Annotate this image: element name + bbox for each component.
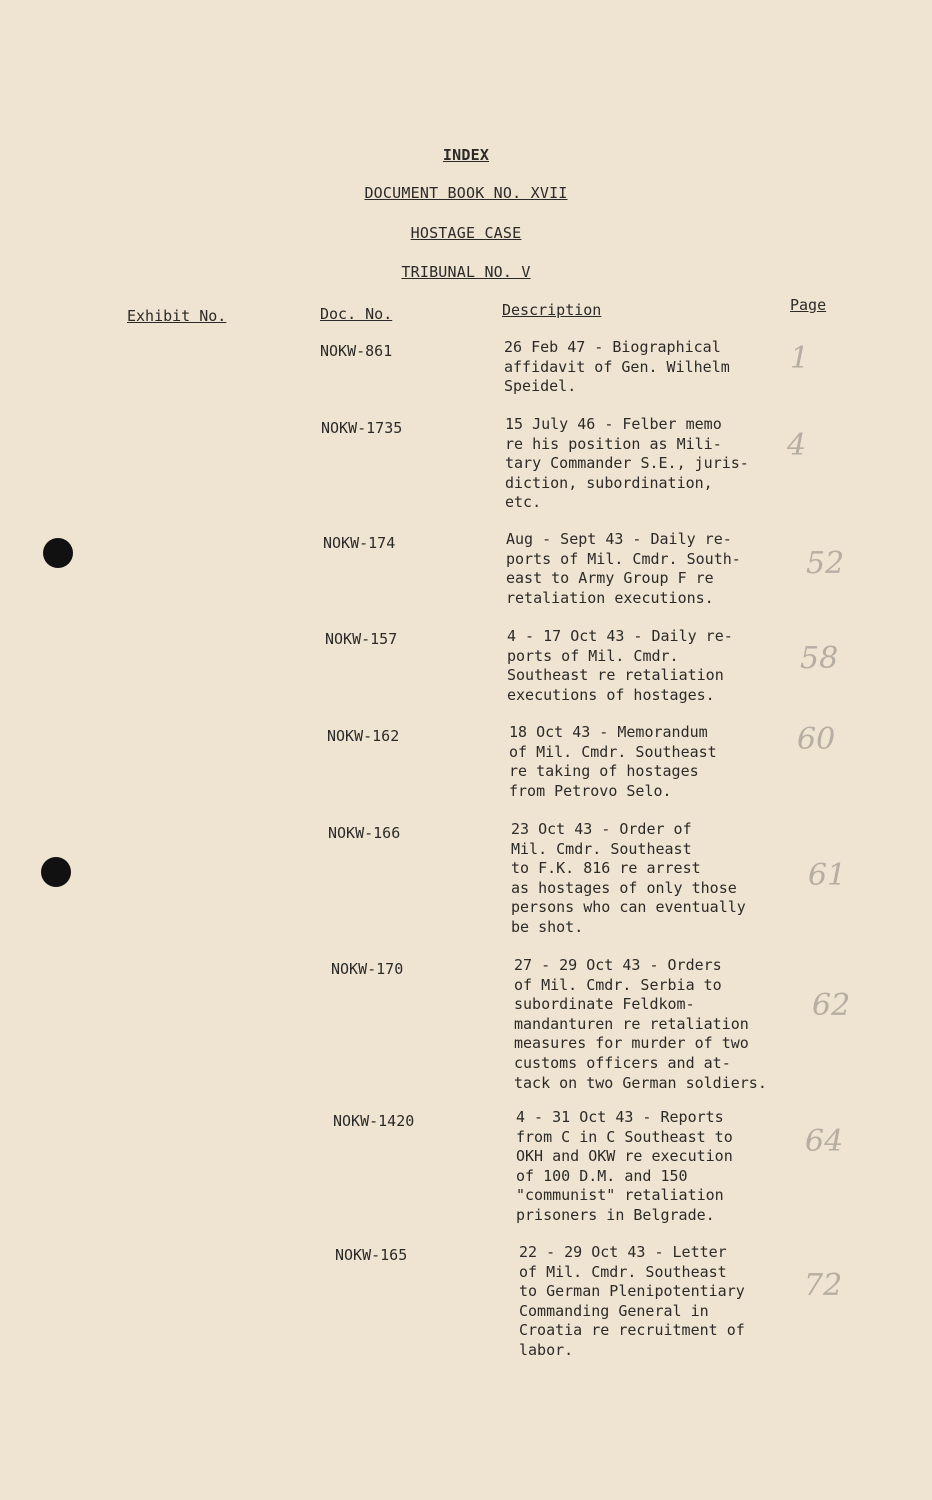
doc-number: NOKW-170	[331, 960, 404, 978]
index-title: INDEX	[442, 146, 490, 164]
doc-number: NOKW-157	[325, 630, 398, 648]
tribunal-title: TRIBUNAL NO. V	[401, 263, 531, 281]
page-number: 60	[797, 722, 836, 757]
page-number: 61	[808, 858, 847, 893]
punch-hole	[43, 538, 73, 568]
description: 4 - 31 Oct 43 - Reports from C in C Southeast to OKH and OKW re execution of 100 D.M. and 150 "communist" retaliation prisoners in Belgrade.	[516, 1108, 733, 1224]
description: 15 July 46 - Felber memo re his position as Mili- tary Commander S.E., juris- diction, subordination, etc.	[505, 415, 749, 512]
document-book-title: DOCUMENT BOOK NO. XVII	[364, 184, 568, 202]
doc-number: NOKW-1735	[321, 419, 403, 437]
page-number: 58	[800, 641, 839, 676]
description: 23 Oct 43 - Order of Mil. Cmdr. Southeast to F.K. 816 re arrest as hostages of only those persons who can eventually be shot.	[511, 820, 746, 936]
doc-number: NOKW-1420	[333, 1112, 415, 1130]
page-number: 4	[787, 428, 807, 463]
page-number: 1	[790, 341, 810, 376]
page-column-header: Page	[790, 296, 827, 314]
doc-number: NOKW-861	[320, 342, 393, 360]
page-number: 64	[805, 1124, 844, 1159]
exhibit-column-header: Exhibit No.	[127, 307, 227, 325]
page-number: 62	[812, 988, 851, 1023]
description: 4 - 17 Oct 43 - Daily re- ports of Mil. Cmdr. Southeast re retaliation executions of hostages.	[507, 627, 733, 704]
case-title: HOSTAGE CASE	[410, 224, 522, 242]
description: 27 - 29 Oct 43 - Orders of Mil. Cmdr. Serbia to subordinate Feldkom- mandanturen re retaliation measures for murder of two customs officers and at- tack on two German soldiers.	[514, 956, 767, 1092]
description: 22 - 29 Oct 43 - Letter of Mil. Cmdr. Southeast to German Plenipotentiary Commanding General in Croatia re recruitment of labor.	[519, 1243, 745, 1359]
page-number: 52	[806, 546, 845, 581]
doc-column-header: Doc. No.	[320, 305, 393, 323]
description: Aug - Sept 43 - Daily re- ports of Mil. Cmdr. South- east to Army Group F re retaliation executions.	[506, 530, 741, 607]
description-column-header: Description	[502, 301, 602, 319]
doc-number: NOKW-166	[328, 824, 401, 842]
description: 18 Oct 43 - Memorandum of Mil. Cmdr. Southeast re taking of hostages from Petrovo Selo.	[509, 723, 717, 800]
doc-number: NOKW-174	[323, 534, 396, 552]
doc-number: NOKW-165	[335, 1246, 408, 1264]
doc-number: NOKW-162	[327, 727, 400, 745]
punch-hole	[41, 857, 71, 887]
page-number: 72	[804, 1268, 843, 1303]
description: 26 Feb 47 - Biographical affidavit of Gen. Wilhelm Speidel.	[504, 338, 730, 396]
